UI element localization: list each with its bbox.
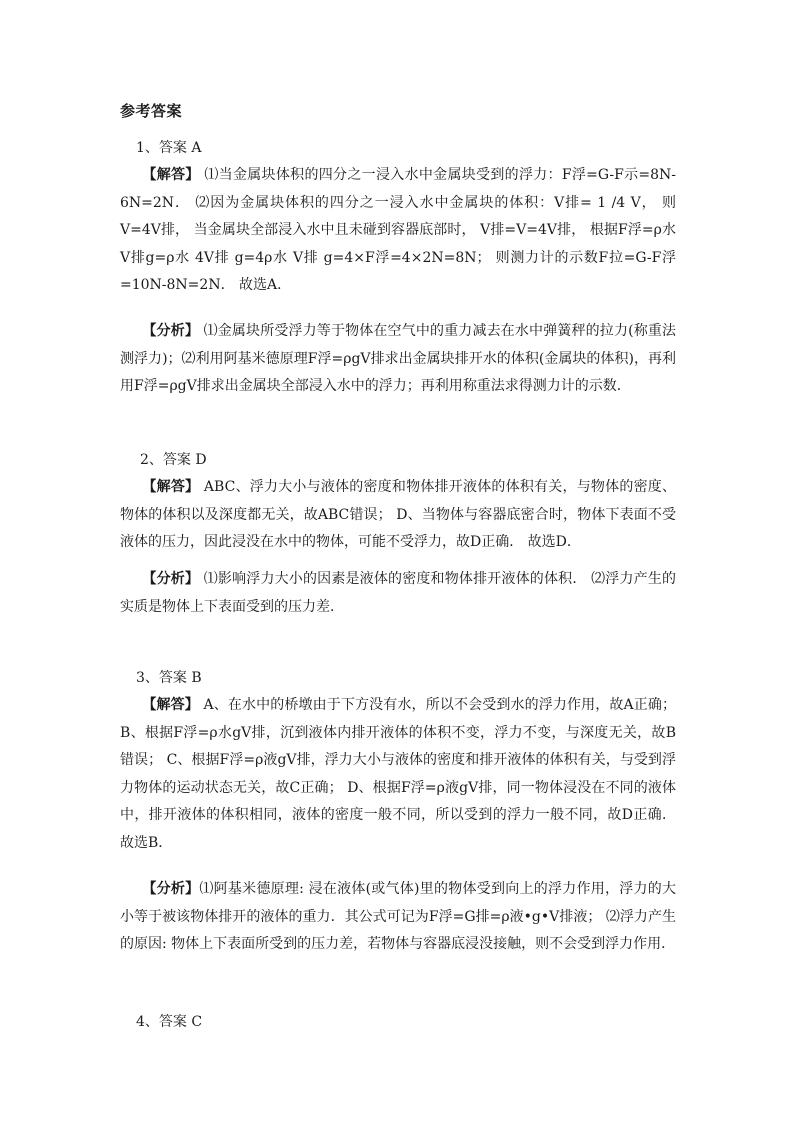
answer-header-4: 4、答案 C xyxy=(136,1014,203,1030)
solution-text: A、在水中的桥墩由于下方没有水，所以不会受到水的浮力作用，故A正确；B、根据F浮=ρ水gV排，沉到液体内排开液体的体积不变，浮力不变，与深度无关，故B错误； C、根据F浮=ρ液gV排，浮力大小与液体的密度和排开液体的体积有关，与受到浮力物体的运动状态无关，故C正确； D、根据F浮=ρ液gV排，同一物体浸没在不同的液体中，排开液体的体积相同，液体的密度一般不同，所以受到的浮力一般不同，故D正确． 故选B． xyxy=(120,697,677,851)
analysis-tag: 【分析】 xyxy=(142,881,200,897)
analysis-text: ⑴影响浮力大小的因素是液体的密度和物体排开液体的体积． ⑵浮力产生的实质是物体上下表面受到的压力差． xyxy=(120,571,677,615)
answer-header-1: 1、答案 A xyxy=(136,140,202,156)
answer-header-3: 3、答案 B xyxy=(136,670,202,686)
page-title: 参考答案 xyxy=(120,102,183,120)
solution-tag: 【解答】 xyxy=(142,697,199,713)
solution-paragraph-2 xyxy=(120,474,676,557)
solution-text: ABC、浮力大小与液体的密度和物体排开液体的体积有关，与物体的密度、物体的体积以及深度都无关，故ABC错误； D、当物体与容器底密合时，物体下表面不受液体的压力，因此浸没在水中的物体，可能不受浮力，故D正确． 故选D． xyxy=(120,479,677,550)
analysis-paragraph-2 xyxy=(120,566,676,621)
analysis-text: ⑴阿基米德原理: 浸在液体(或气体)里的物体受到向上的浮力作用，浮力的大小等于被该物体排开的液体的重力．其公式可记为F浮=G排=ρ液•g•V排液； ⑵浮力产生的原因: 物体上下表面所受到的压力差，若物体与容器底浸没接触，则不会受到浮力作用． xyxy=(120,881,677,952)
analysis-paragraph-3 xyxy=(120,876,676,959)
analysis-tag: 【分析】 xyxy=(142,323,199,339)
solution-paragraph-3 xyxy=(120,692,676,857)
analysis-tag: 【分析】 xyxy=(142,571,200,587)
analysis-text: ⑴金属块所受浮力等于物体在空气中的重力减去在水中弹簧秤的拉力(称重法测浮力)；⑵利用阿基米德原理F浮=ρgV排求出金属块排开水的体积(金属块的体积)，再利用F浮=ρgV排求出金属块全部浸入水中的浮力；再利用称重法求得测力计的示数． xyxy=(120,323,676,394)
solution-tag: 【解答】 xyxy=(142,479,200,495)
solution-text: ⑴当金属块体积的四分之一浸入水中金属块受到的浮力：F浮=G-F示=8N-6N=2N． ⑵因为金属块体积的四分之一浸入水中金属块的体积：V排= 1 /4 V， 则V=4V排， 当金属块全部浸入水中且未碰到容器底部时， V排=V=4V排， 根据F浮=ρ水V排g=ρ水 4V排 g=4ρ水 V排 g=4×F浮=4×2N=8N； 则测力计的示数F拉=G-F浮=10N-8N=2N． 故选A． xyxy=(120,167,676,293)
solution-tag: 【解答】 xyxy=(142,167,200,183)
solution-paragraph-1 xyxy=(120,162,676,300)
analysis-paragraph-1 xyxy=(120,318,676,401)
answer-header-2: 2、答案 D xyxy=(140,452,207,468)
